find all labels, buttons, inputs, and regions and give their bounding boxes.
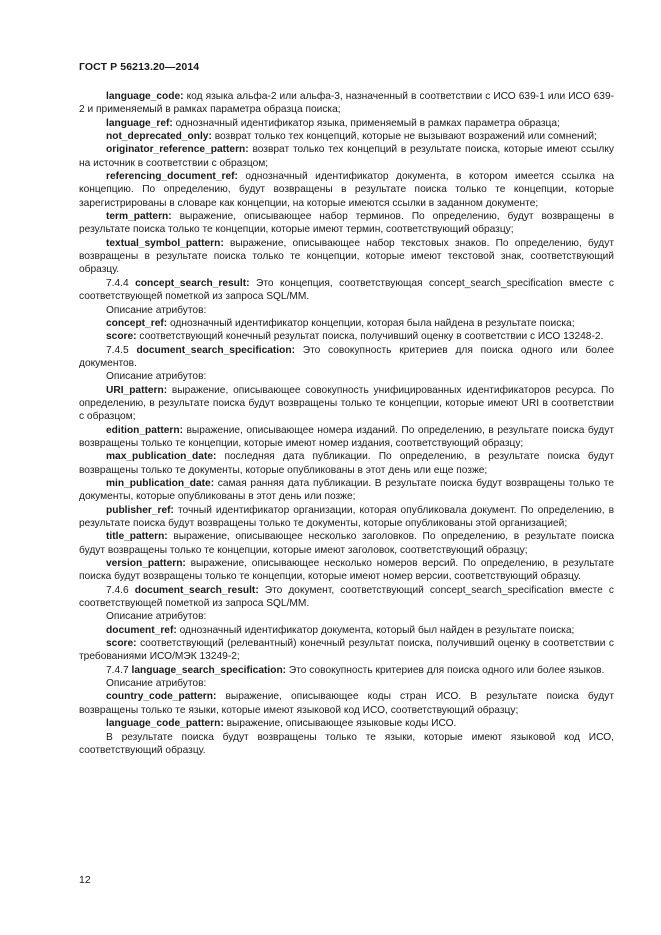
paragraph [79,450,614,477]
attribute-term: term_pattern: [106,211,172,223]
paragraph-text: однозначный идентификатор документа, который был найден в результате поиска; [176,624,575,636]
attribute-term: title_pattern: [106,531,168,543]
page-number: 12 [79,874,91,886]
paragraph [79,477,614,504]
document-header: ГОСТ Р 56213.20—2014 [79,61,200,73]
paragraph [79,237,614,277]
paragraph [79,210,614,237]
paragraph-text: выражение, описывающее несколько заголовков. По определению, в результате поиска будут возвращены только те концепции, которые имеют заголовок, соответствующий образцу; [79,531,614,556]
attribute-term: language_ref: [106,117,173,129]
attribute-term: min_publication_date: [106,477,215,489]
document-body [79,90,614,757]
paragraph-text: Описание атрибутов: [106,371,207,383]
attribute-term: edition_pattern: [106,424,183,436]
paragraph [79,130,614,143]
paragraph-text: самая ранняя дата публикации. В результате поиска будут возвращены только те документы, которые опубликованы в этот день или позже; [79,477,614,503]
paragraph-text: выражение, описывающее совокупность унифицированных идентификаторов ресурса. По определению, в результате поиска будут возвращены только те концепции, которые имеют URI в соответствии с образцом; [79,384,614,423]
attribute-term: textual_symbol_pattern: [106,237,224,249]
paragraph [79,143,614,170]
paragraph [79,304,614,317]
attribute-term: document_ref: [106,624,177,636]
paragraph [79,690,614,717]
attribute-term: score: [106,638,137,650]
attribute-term: publisher_ref: [106,504,174,516]
paragraph [79,330,614,343]
paragraph-text: Описание атрибутов: [106,678,207,690]
attribute-term: language_search_specification: [131,664,287,676]
paragraph-text: однозначный идентификатор документа, в котором имеется ссылка на концепцию. По определению, будут возвращены в результате поиска только те концепции, которые зарегистрированы в словаре как концепции, на которые имеются ссылки в заданном документе; [79,171,614,209]
attribute-term: URI_pattern: [106,384,168,396]
paragraph-text: Это совокупность критериев для поиска одного или более документов. [79,344,614,369]
clause-number: 7.4.7 [106,664,132,676]
paragraph [79,584,614,611]
paragraph [79,344,614,371]
paragraph-text: выражение, описывающее языковые коды ИСО. [223,718,457,730]
attribute-term: document_search_specification: [136,344,295,356]
paragraph [79,277,614,304]
paragraph-text: Описание атрибутов: [106,611,207,623]
paragraph [79,677,614,690]
paragraph-text: выражение, описывающее номера изданий. По определению, в результате поиска будут возвращены только те концепции, которые имеют номер издания, соответствующий образцу; [79,424,614,449]
paragraph [79,731,614,758]
paragraph-text: выражение, описывающее набор текстовых знаков. По определению, будут возвращены в результате поиска только те концепции, которые имеют текстовой знак, соответствующий образцу. [79,237,614,276]
clause-number: 7.4.4 [106,277,136,289]
paragraph-text: выражение, описывающее несколько номеров версий. По определению, в результате поиска будут возвращены только те концепции, которые имеют номер версии, соответствующий образцу. [79,558,614,583]
attribute-term: document_search_result: [134,584,259,596]
attribute-term: concept_ref: [106,317,168,329]
paragraph [79,370,614,383]
clause-number: 7.4.6 [106,584,135,596]
paragraph-text: Это концепция, соответствующая concept_search_specification вместе с соответствующей пометкой из запроса SQL/MM. [79,277,614,303]
paragraph [79,624,614,637]
paragraph-text: Описание атрибутов: [106,304,207,316]
attribute-term: originator_reference_pattern: [106,144,249,156]
paragraph [79,664,614,677]
attribute-term: language_code: [106,91,184,102]
attribute-term: referencing_document_ref: [106,171,238,183]
paragraph-text: Это совокупность критериев для поиска одного или более языков. [286,664,605,676]
paragraph [79,530,614,557]
paragraph [79,317,614,330]
attribute-term: language_code_pattern: [106,718,224,730]
paragraph [79,384,614,424]
clause-number: 7.4.5 [106,344,137,356]
paragraph-text: В результате поиска будут возвращены только те языки, которые имеют языковой код ИСО, соответствующий образцу. [79,731,614,756]
paragraph-text: возврат только тех концепций в результате поиска, которые имеют ссылку на источник в соответствии с образцом; [79,144,614,169]
paragraph [79,117,614,130]
paragraph-text: код языка альфа-2 или альфа-3, назначенный в соответствии с ИСО 639-1 или ИСО 639-2 и применяемый в рамках параметра образца поиска; [79,91,614,116]
paragraph [79,504,614,531]
attribute-term: country_code_pattern: [106,691,217,703]
attribute-term: score: [106,331,137,343]
paragraph-text: однозначный идентификатор концепции, которая была найдена в результате поиска; [167,317,575,329]
paragraph-text: соответствующий (релевантный) конечный результат поиска, получивший оценку в соответствии с требованиями ИСО/МЭК 13249-2; [79,638,614,663]
paragraph-text: соответствующий конечный результат поиска, получивший оценку в соответствии с ИСО 13248-2. [136,331,604,343]
attribute-term: concept_search_result: [135,277,250,289]
paragraph-text: выражение, описывающее коды стран ИСО. В результате поиска будут возвращены только те языки, которые имеют языковой код ИСО, соответствующий образцу; [79,691,614,716]
paragraph [79,424,614,451]
paragraph [79,610,614,623]
paragraph-text: точный идентификатор организации, которая опубликовала документ. По определению, в результате поиска будут возвращены только те документы, которые опубликованы этой организацией; [79,504,614,529]
paragraph-text: возврат только тех концепций, которые не вызывают возражений или сомнений; [211,131,597,143]
paragraph [79,717,614,730]
attribute-term: max_publication_date: [106,451,217,463]
paragraph-text: выражение, описывающее набор терминов. По определению, будут возвращены в результате поиска только те концепции, которые имеют термин, соответствующий образцу; [79,211,614,236]
paragraph [79,557,614,584]
paragraph-text: Это документ, соответствующий concept_search_specification вместе с соответствующей пометкой из запроса SQL/MM. [79,584,614,610]
paragraph [79,637,614,664]
paragraph [79,90,614,117]
attribute-term: not_deprecated_only: [106,131,212,143]
paragraph-text: однозначный идентификатор языка, применяемый в рамках параметра образца; [172,117,560,129]
paragraph [79,170,614,210]
paragraph-text: последняя дата публикации. По определению, в результате поиска будут возвращены только те документы, которые опубликованы в этот день или еще позже; [79,451,614,476]
attribute-term: version_pattern: [106,558,186,570]
